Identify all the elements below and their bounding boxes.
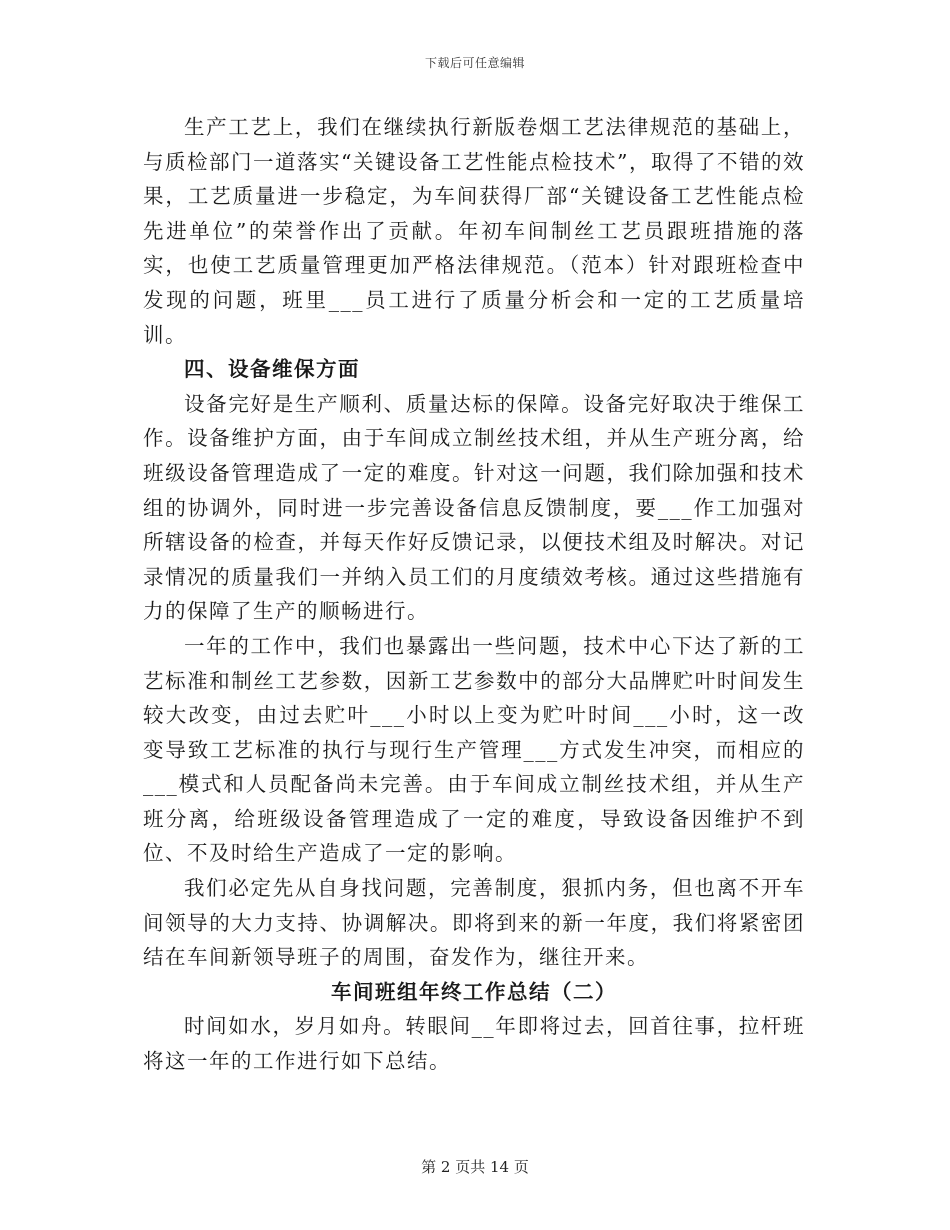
document-body bbox=[143, 110, 805, 1079]
document-title-2: 车间班组年终工作总结（二） bbox=[331, 979, 617, 1004]
paragraph-problems: 一年的工作中，我们也暴露出一些问题，技术中心下达了新的工艺标准和制丝工艺参数，因新工艺参数中的部分大品牌贮叶时间发生较大改变，由过去贮叶___小时以上变为贮叶时间___小时，这一改变导致工艺标准的执行与现行生产管理___方式发生冲突，而相应的___模式和人员配备尚未完善。由于车间成立制丝技术组，并从生产班分离，给班级设备管理造成了一定的难度，导致设备因维护不到位、不及时给生产造成了一定的影响。 bbox=[143, 633, 805, 866]
page-footer: 第 2 页共 14 页 bbox=[421, 1158, 529, 1176]
paragraph-outlook: 我们必定先从自身找问题，完善制度，狠抓内务，但也离不开车间领导的大力支持、协调解决。即将到来的新一年度，我们将紧密团结在车间新领导班子的周围，奋发作为，继往开来。 bbox=[143, 876, 805, 970]
paragraph-process: 生产工艺上，我们在继续执行新版卷烟工艺法律规范的基础上，与质检部门一道落实“关键设备工艺性能点检技术”，取得了不错的效果，工艺质量进一步稳定，为车间获得厂部“关键设备工艺性能点检先进单位”的荣誉作出了贡献。年初车间制丝工艺员跟班措施的落实，也使工艺质量管理更加严格法律规范。（范本）针对跟班检查中发现的问题，班里___员工进行了质量分析会和一定的工艺质量培训。 bbox=[143, 115, 805, 347]
paragraph-intro-2: 时间如水，岁月如舟。转眼间__年即将过去，回首往事，拉杆班将这一年的工作进行如下总结。 bbox=[143, 1014, 805, 1074]
paragraph-equipment: 设备完好是生产顺利、质量达标的保障。设备完好取决于维保工作。设备维护方面，由于车间成立制丝技术组，并从生产班分离，给班级设备管理造成了一定的难度。针对这一问题，我们除加强和技术组的协调外，同时进一步完善设备信息反馈制度，要___作工加强对所辖设备的检查，并每天作好反馈记录，以便技术组及时解决。对记录情况的质量我们一并纳入员工们的月度绩效考核。通过这些措施有力的保障了生产的顺畅进行。 bbox=[143, 391, 805, 624]
section-heading-equipment: 四、设备维保方面 bbox=[184, 357, 360, 382]
page-header: 下载后可任意编辑 bbox=[424, 56, 525, 70]
